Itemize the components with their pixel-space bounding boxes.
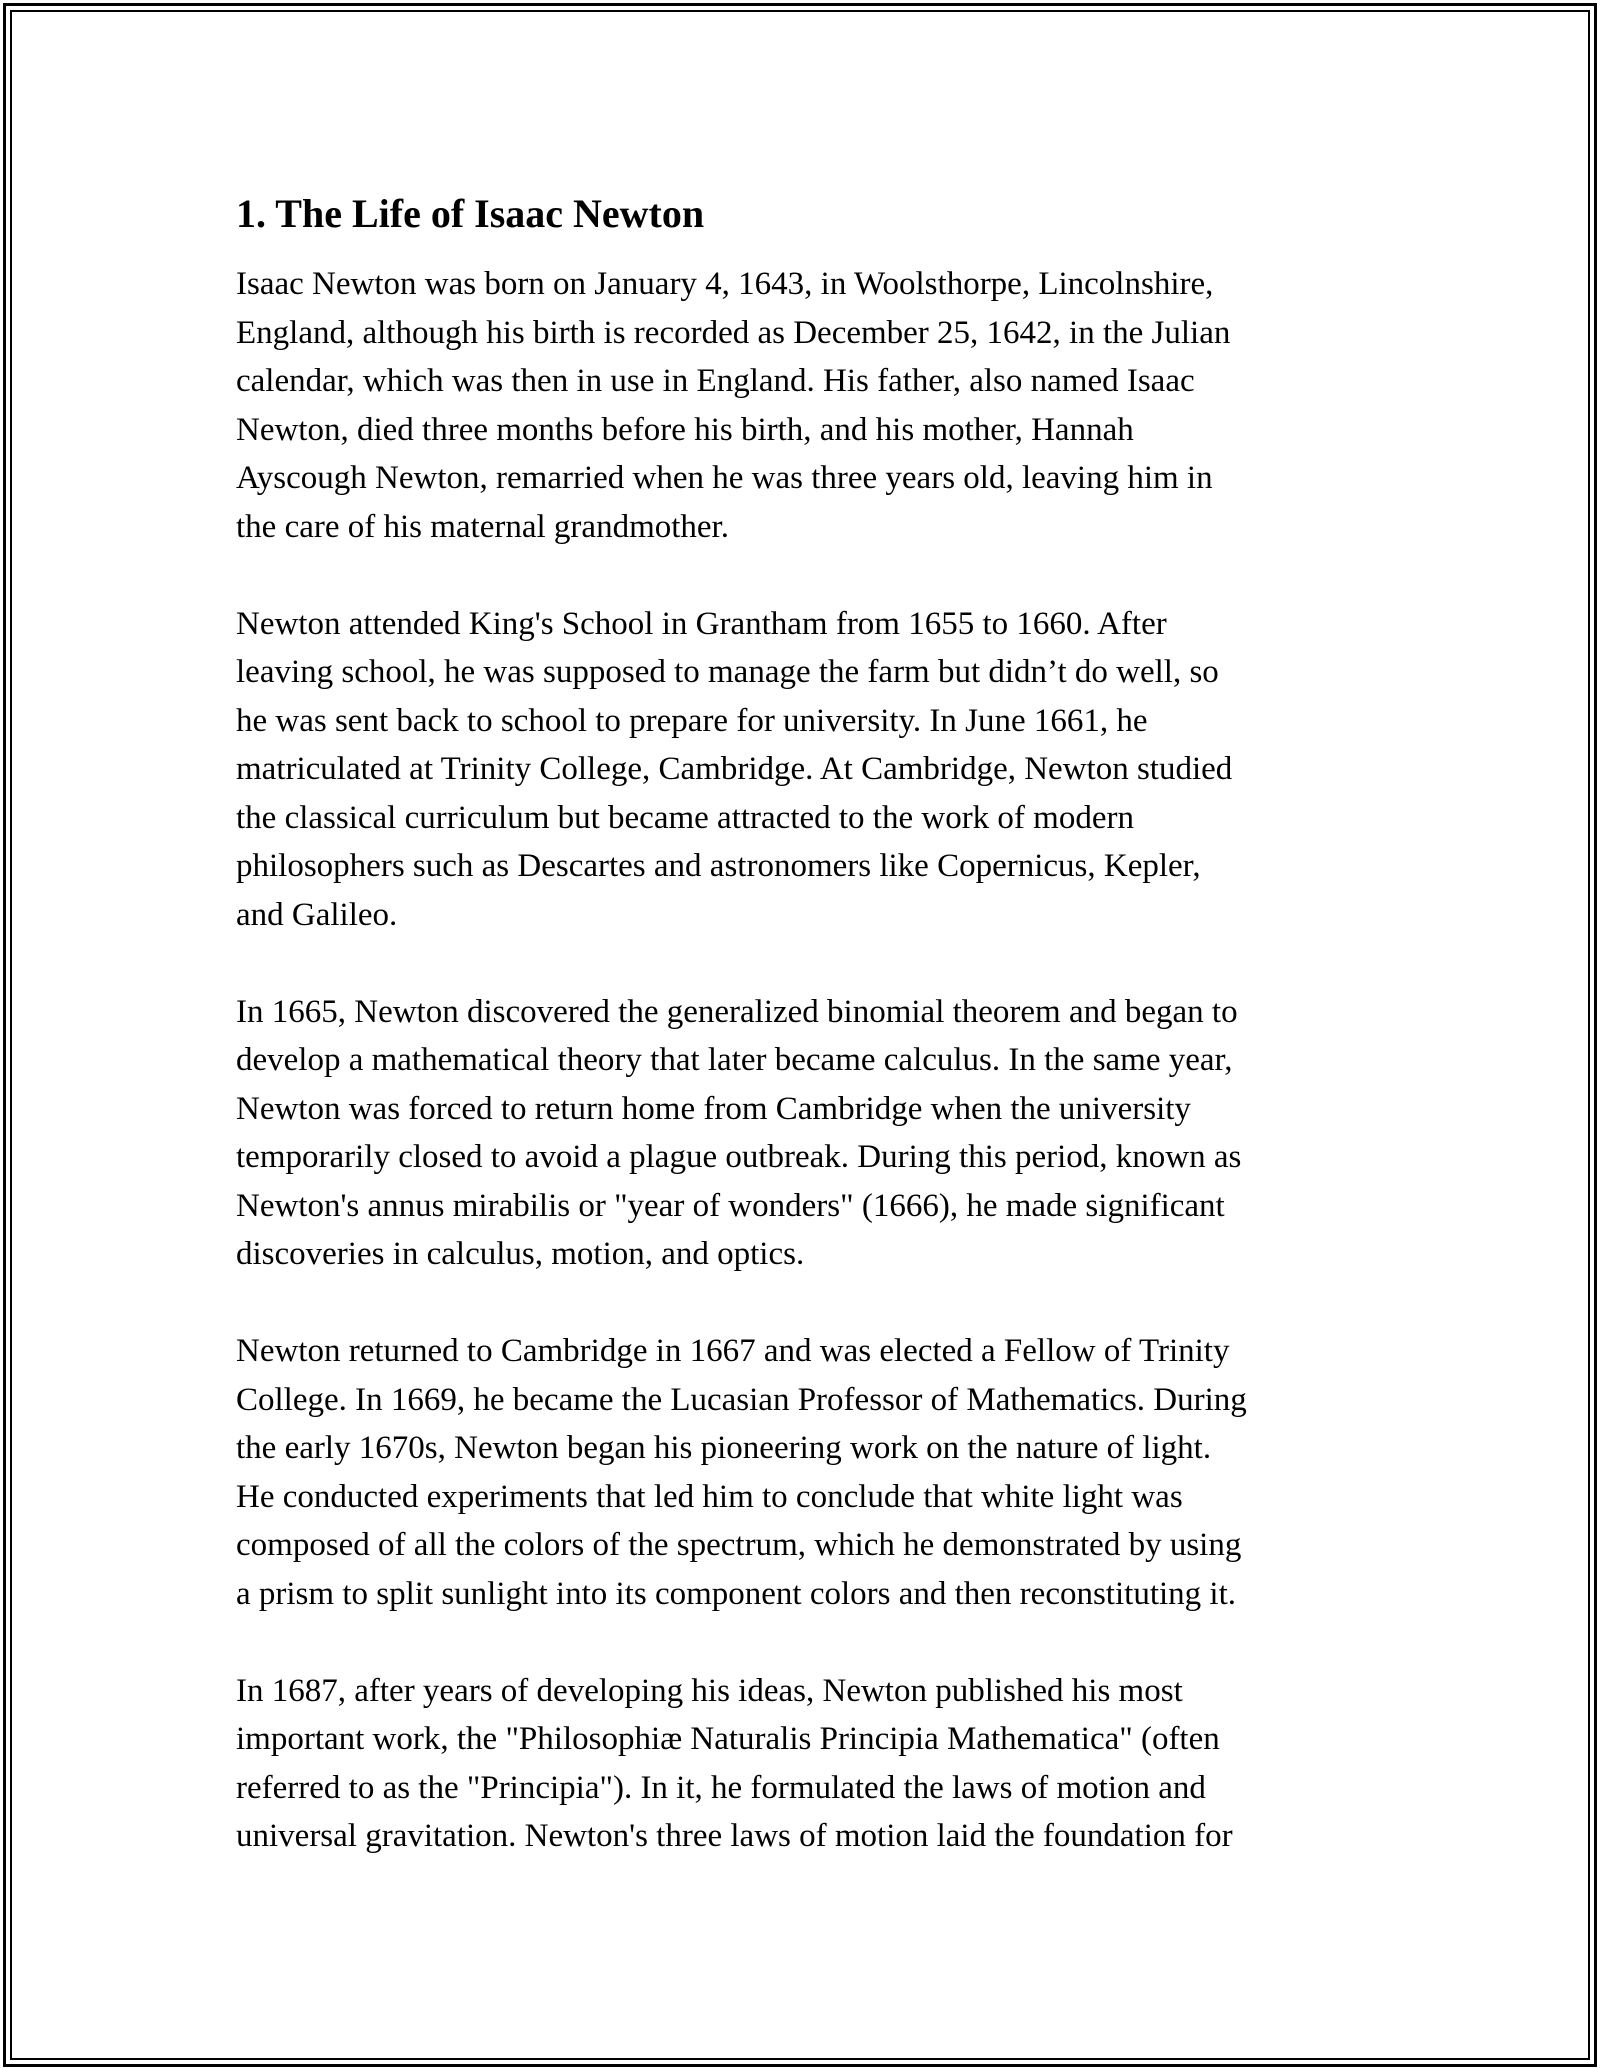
paragraph-education: Newton attended King's School in Grantham from 1655 to 1660. After leaving school, he was supposed to manage the farm but didn’t do well, so he was sent back to school to prepare for university. In June 1661, he matriculated at Trinity College, Cambridge. At Cambridge, Newton studied the classical curriculum but became attracted to the work of modern philosophers such as Descartes and astronomers like Copernicus, Kepler, and Galileo. [236,605,1233,933]
paragraph-principia: In 1687, after years of developing his ideas, Newton published his most important work, the "Philosophiæ Naturalis Principia Mathematica" (often referred to as the "Principia"). In it, he formulated the laws of motion and universal gravitation. Newton's three laws of motion laid the foundation for [236,1672,1233,1854]
section-title: 1. The Life of Isaac Newton [236,191,705,236]
paragraph-annus-mirabilis: In 1665, Newton discovered the generalized binomial theorem and began to develop a mathematical theory that later became calculus. In the same year, Newton was forced to return home from Cambridge when the university temporarily closed to avoid a plague outbreak. During this period, known as Newton's annus mirabilis or "year of wonders" (1666), he made significant discoveries in calculus, motion, and optics. [236,993,1242,1272]
paragraph-birth: Isaac Newton was born on January 4, 1643, in Woolsthorpe, Lincolnshire, England, although his birth is recorded as December 25, 1642, in the Julian calendar, which was then in use in England. His father, also named Isaac Newton, died three months before his birth, and his mother, Hannah Ayscough Newton, remarried when he was three years old, leaving him in the care of his maternal grandmother. [236,266,1231,545]
document-body [236,186,1376,1909]
paragraph-optics: Newton returned to Cambridge in 1667 and was elected a Fellow of Trinity College. In 1669, he became the Lucasian Professor of Mathematics. During the early 1670s, Newton began his pioneering work on the nature of light. He conducted experiments that led him to conclude that white light was composed of all the colors of the spectrum, which he demonstrated by using a prism to split sunlight into its component colors and then reconstituting it. [236,1333,1247,1612]
